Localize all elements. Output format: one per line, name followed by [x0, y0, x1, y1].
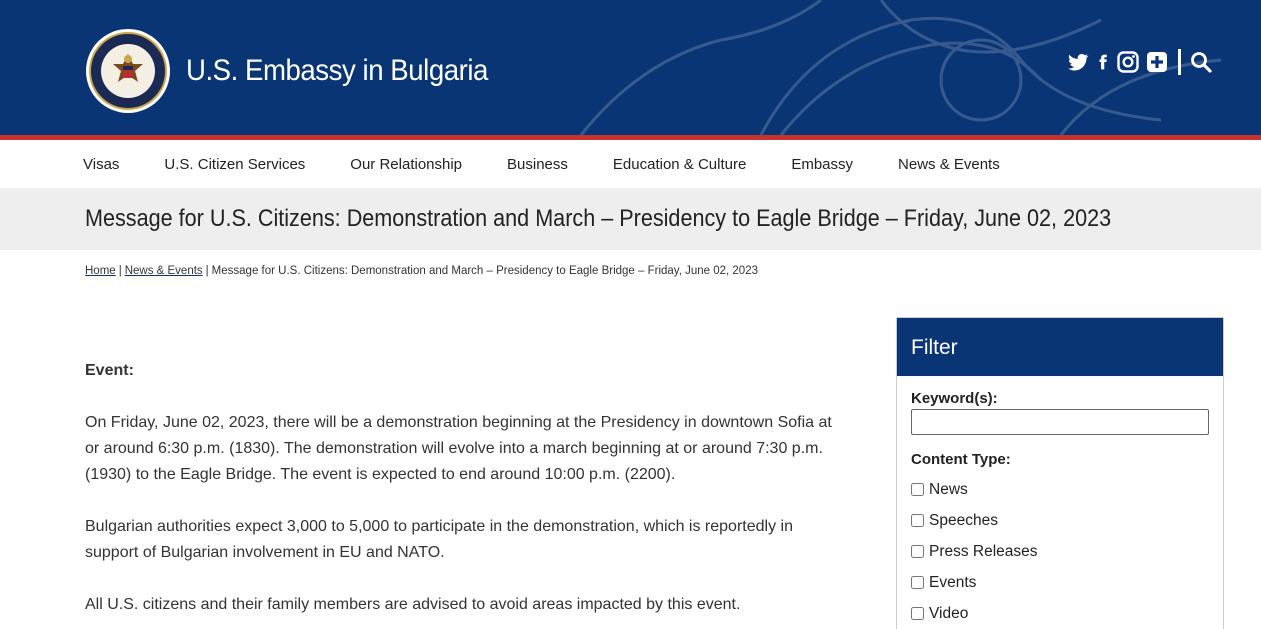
social-separator [1178, 49, 1181, 75]
content-type-label: Content Type: [911, 451, 1011, 468]
nav-item-us-citizen-services[interactable]: U.S. Citizen Services [164, 155, 306, 173]
flickr-plus-icon[interactable] [1145, 50, 1169, 74]
article-paragraph: Bulgarian authorities expect 3,000 to 5,000 to participate in the demonstration, which is reportedly in support of Bulgarian involvement in EU and NATO. [85, 518, 793, 561]
breadcrumb-news-events-link[interactable]: News & Events [124, 265, 203, 277]
breadcrumb-current: Message for U.S. Citizens: Demonstration and March – Presidency to Eagle Bridge – Friday, June 02, 2023 [211, 265, 758, 277]
page-title: Message for U.S. Citizens: Demonstration and March – Presidency to Eagle Bridge – Friday, June 02, 2023 [85, 205, 1112, 232]
site-header [0, 0, 1261, 135]
news-checkbox[interactable] [911, 483, 924, 496]
filter-title: Filter [897, 318, 1223, 376]
breadcrumb: Home | News & Events | Message for U.S. Citizens: Demonstration and March – Presidency to Eagle Bridge – Friday, June 02, 2023 [85, 265, 758, 277]
breadcrumb-home-link[interactable]: Home [85, 265, 116, 277]
press-releases-checkbox[interactable] [911, 545, 924, 558]
department-of-state-seal-icon [85, 28, 171, 114]
article-body [85, 358, 845, 629]
filter-option-speeches[interactable]: Speeches [911, 505, 1209, 536]
nav-item-embassy[interactable]: Embassy [791, 155, 854, 173]
video-checkbox[interactable] [911, 607, 924, 620]
filter-option-press-releases[interactable]: Press Releases [911, 536, 1209, 567]
twitter-icon[interactable] [1066, 50, 1090, 74]
events-checkbox[interactable] [911, 576, 924, 589]
search-icon[interactable] [1189, 50, 1213, 74]
keyword-label: Keyword(s): [911, 390, 998, 407]
article-paragraph: All U.S. citizens and their family members are advised to avoid areas impacted by this event. [85, 596, 741, 613]
nav-item-news-events[interactable]: News & Events [898, 155, 1000, 173]
filter-option-video[interactable]: Video [911, 598, 1209, 629]
filter-option-events[interactable]: Events [911, 567, 1209, 598]
site-title[interactable]: U.S. Embassy in Bulgaria [186, 54, 488, 87]
article-paragraph: On Friday, June 02, 2023, there will be a demonstration beginning at the Presidency in downtown Sofia at or around 6:30 p.m. (1830). The demonstration will evolve into a march beginning at or around 7:30 p.m. (1930) to the Eagle Bridge. The event is expected to end around 10:00 p.m. (2200). [85, 414, 832, 483]
nav-item-our-relationship[interactable]: Our Relationship [350, 155, 463, 173]
event-label: Event: [85, 362, 134, 379]
main-nav [0, 140, 1261, 188]
filter-option-news[interactable]: News [911, 474, 1209, 505]
nav-item-visas[interactable]: Visas [83, 155, 120, 173]
speeches-checkbox[interactable] [911, 514, 924, 527]
facebook-icon[interactable] [1095, 50, 1111, 74]
instagram-icon[interactable] [1116, 50, 1140, 74]
keyword-input[interactable] [911, 409, 1209, 435]
nav-item-business[interactable]: Business [507, 155, 568, 173]
filter-panel [896, 317, 1224, 629]
social-links [1066, 50, 1218, 74]
nav-item-education-culture[interactable]: Education & Culture [612, 155, 747, 173]
